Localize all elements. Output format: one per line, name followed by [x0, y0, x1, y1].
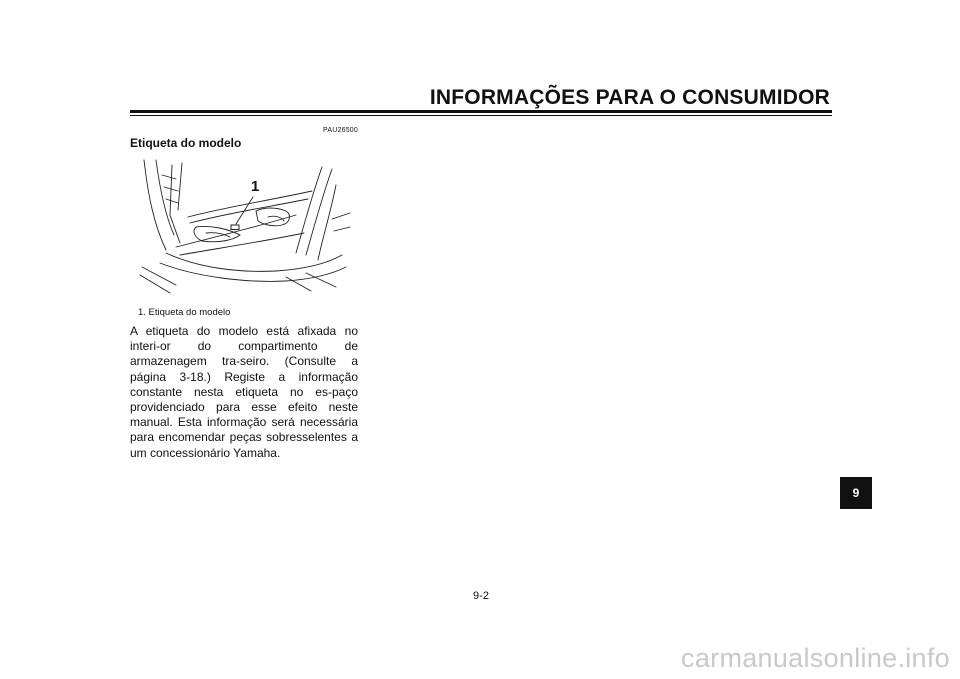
- chapter-tab: 9: [840, 477, 872, 509]
- figure-caption: 1. Etiqueta do modelo: [138, 307, 231, 318]
- section-body-text: A etiqueta do modelo está afixada no interi-or do compartimento de armazenagem tra-seiro. (Consulte a página 3-18.) Registe a informação constante nesta etiqueta no es-paço providenciado para esse efeito neste manual. Esta informação será necessária para encomendar peças sobresselentes a um concessionário Yamaha.: [130, 324, 358, 460]
- page-number: 9-2: [473, 590, 489, 602]
- page-header-title: INFORMAÇÕES PARA O CONSUMIDOR: [429, 86, 830, 109]
- site-watermark: carmanualsonline.info: [681, 643, 950, 673]
- model-label-illustration: [136, 155, 352, 295]
- header-rule: [130, 110, 832, 113]
- reference-code: PAU26500: [323, 127, 358, 134]
- header-rule-thin: [130, 115, 832, 116]
- section-title: Etiqueta do modelo: [130, 136, 242, 150]
- figure-callout-number: 1: [251, 178, 260, 195]
